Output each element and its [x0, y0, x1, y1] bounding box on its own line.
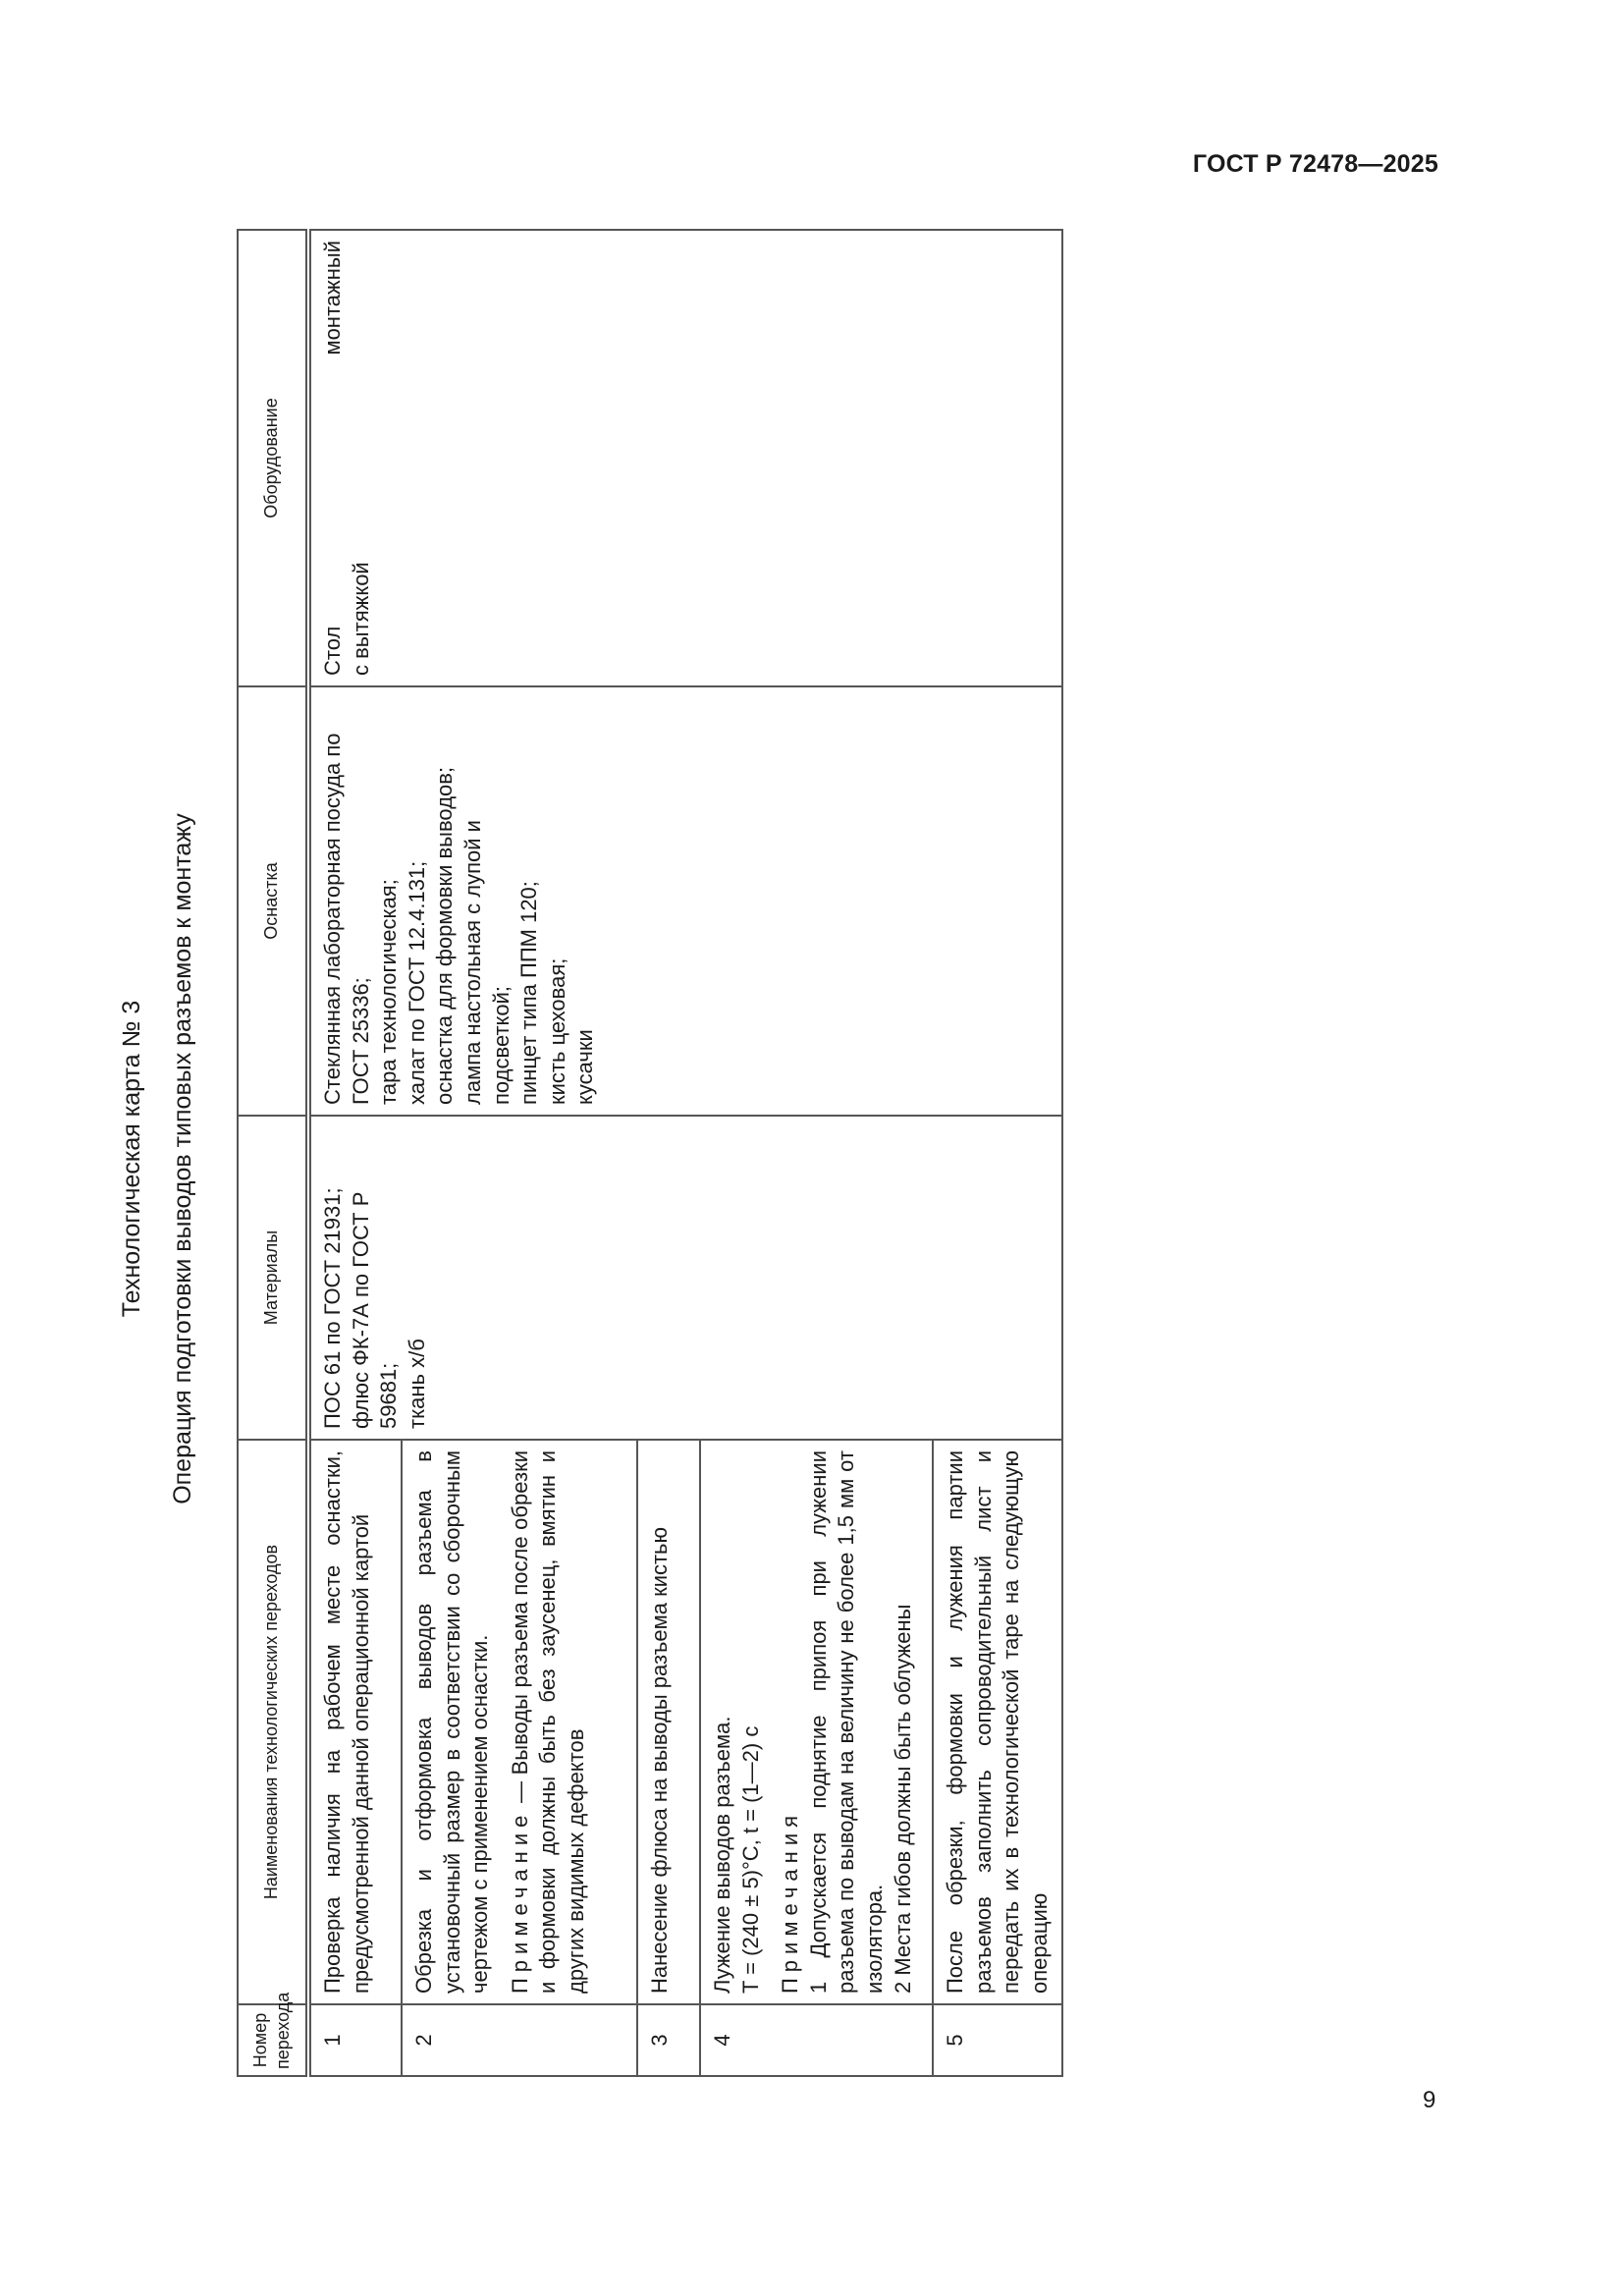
- step-text: [709, 1450, 765, 1994]
- step-description: Нанесение флюса на выводы разъема кистью: [637, 1440, 700, 2004]
- table-header-row: [238, 230, 308, 2076]
- equipment-line: с вытяжкой: [348, 562, 373, 676]
- col-header-name: Наименования технологических переходов: [238, 1440, 308, 2004]
- step-text-line: Лужение выводов разъема.: [710, 1716, 734, 1994]
- tooling-cell: [308, 686, 1062, 1116]
- equipment-cell: [308, 230, 1062, 686]
- tooling-item: пинцет типа ППМ 120;: [516, 881, 542, 1105]
- tooling-item: тара технологическая;: [376, 879, 402, 1105]
- step-number: 5: [933, 2004, 1062, 2076]
- step-number: 2: [402, 2004, 637, 2076]
- step-description: После обрезки, формовки и лужения партии разъемов заполнить сопроводительный лист и передать их в технологической таре на следующую операцию: [933, 1440, 1062, 2004]
- material-item: флюс ФК-7А по ГОСТ Р 59681;: [348, 1191, 402, 1429]
- table-row: [308, 230, 402, 2076]
- materials-cell: [308, 1116, 1062, 1440]
- technological-card: [98, 216, 1070, 2102]
- col-header-equipment: Оборудование: [238, 230, 308, 686]
- tooling-item: халат по ГОСТ 12.4.131;: [404, 860, 429, 1105]
- col-header-tooling: Оснастка: [238, 686, 308, 1116]
- step-note: [507, 1450, 591, 1994]
- note-item: 2 Места гибов должны быть облужены: [890, 1604, 915, 1994]
- tooling-item: кисть цеховая;: [544, 957, 569, 1105]
- tooling-item: лампа настольная с лупой и подсветкой;: [460, 820, 514, 1105]
- note-label: Примечания: [778, 1809, 803, 1994]
- page-number: 9: [1423, 2087, 1436, 2113]
- step-description: Проверка наличия на рабочем месте оснастки, предусмотренной данной операционной картой: [308, 1440, 402, 2004]
- equipment-line: Стол монтажный: [320, 241, 345, 676]
- standard-number: ГОСТ Р 72478—2025: [1192, 150, 1438, 178]
- col-header-num: Номер перехода: [238, 2004, 308, 2076]
- step-number: 4: [700, 2004, 933, 2076]
- step-text: Обрезка и отформовка выводов разъема в установочный размер в соответствии со сборочным чертежом с применением оснастки.: [411, 1450, 493, 1994]
- tooling-item: оснастка для формовки выводов;: [432, 766, 458, 1105]
- material-item: ПОС 61 по ГОСТ 21931;: [320, 1187, 345, 1429]
- step-params: T = (240 ± 5)°C, t = (1—2) с: [737, 1725, 763, 1994]
- operation-title: Операция подготовки выводов типовых разъемов к монтажу: [169, 813, 196, 1504]
- material-item: ткань х/б: [404, 1339, 429, 1429]
- step-number: 1: [308, 2004, 402, 2076]
- card-title: Технологическая карта № 3: [118, 1000, 145, 1318]
- tooling-item: кусачки: [572, 1029, 598, 1105]
- step-notes: [777, 1450, 917, 1994]
- step-description: [700, 1440, 933, 2004]
- note-text: — Выводы разъема после обрезки и формовки должны быть без заусенец, вмятин и других видимых дефектов: [507, 1450, 588, 1994]
- step-number: 3: [637, 2004, 700, 2076]
- col-header-materials: Материалы: [238, 1116, 308, 1440]
- note-label: Примечание: [507, 1809, 532, 1994]
- note-item: 1 Допускается поднятие припоя при лужении разъема по выводам на величину не более 1,5 мм от изолятора.: [805, 1450, 887, 1994]
- operation-table: [237, 229, 1063, 2077]
- step-description: [402, 1440, 637, 2004]
- tooling-item: Стеклянная лабораторная посуда по ГОСТ 25336;: [320, 733, 373, 1105]
